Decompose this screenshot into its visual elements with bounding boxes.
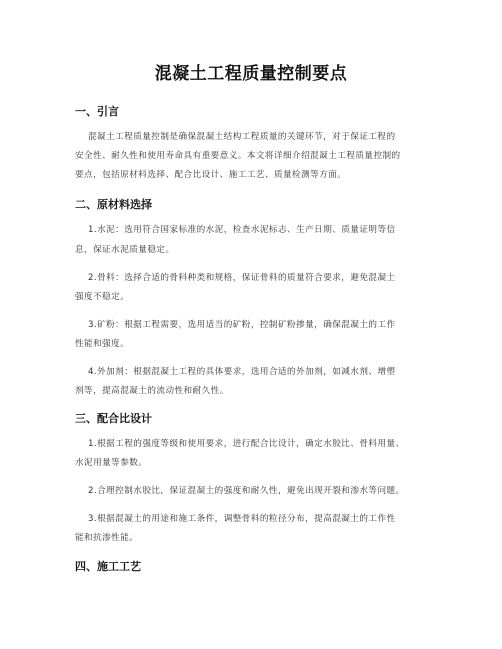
paragraph-line: 性能和强度。 [75,339,130,349]
paragraph-line: 能和抗渗性能。 [75,533,139,543]
paragraph-line: 4.外加剂：根据混凝土工程的具体要求，选用合适的外加剂，如减水剂、增塑 [88,367,396,377]
paragraph-line: 混凝土工程质量控制是确保混凝土结构工程质量的关键环节，对于保证工程的 [88,132,396,142]
paragraph-line: 息，保证水泥质量稳定。 [75,245,175,255]
paragraph-line: 3.矿粉：根据工程需要，选用适当的矿粉，控制矿粉掺量，确保混凝土的工作 [88,320,396,330]
paragraph-line: 剂等，提高混凝土的流动性和耐久性。 [75,386,229,396]
paragraph-line: 要点，包括原材料选择、配合比设计、施工工艺、质量检测等方面。 [75,170,347,180]
paragraph-line: 水泥用量等参数。 [75,458,148,468]
paragraph-line: 2.骨料：选择合适的骨料种类和规格，保证骨料的质量符合要求，避免混凝土 [88,273,396,283]
paragraph-line: 强度不稳定。 [75,292,130,302]
section-heading: 一、引言 [75,105,119,118]
paragraph-line: 3.根据混凝土的用途和施工条件，调整骨料的粒径分布，提高混凝土的工作性 [88,514,396,524]
section-heading: 三、配合比设计 [75,412,152,425]
paragraph-line: 1.根据工程的强度等级和使用要求，进行配合比设计，确定水胶比、骨料用量、 [88,439,405,449]
paragraph-line: 1.水泥：选用符合国家标准的水泥，检查水泥标志、生产日期、质量证明等信 [88,225,396,235]
document-title: 混凝土工程质量控制要点 [154,64,348,84]
paragraph-line: 安全性、耐久性和使用寿命具有重要意义。本文将详细介绍混凝土工程质量控制的 [75,151,401,161]
section-heading: 二、原材料选择 [75,198,152,211]
section-heading: 四、施工工艺 [75,560,141,573]
paragraph-line: 2.合理控制水胶比，保证混凝土的强度和耐久性，避免出现开裂和渗水等问题。 [88,486,405,496]
